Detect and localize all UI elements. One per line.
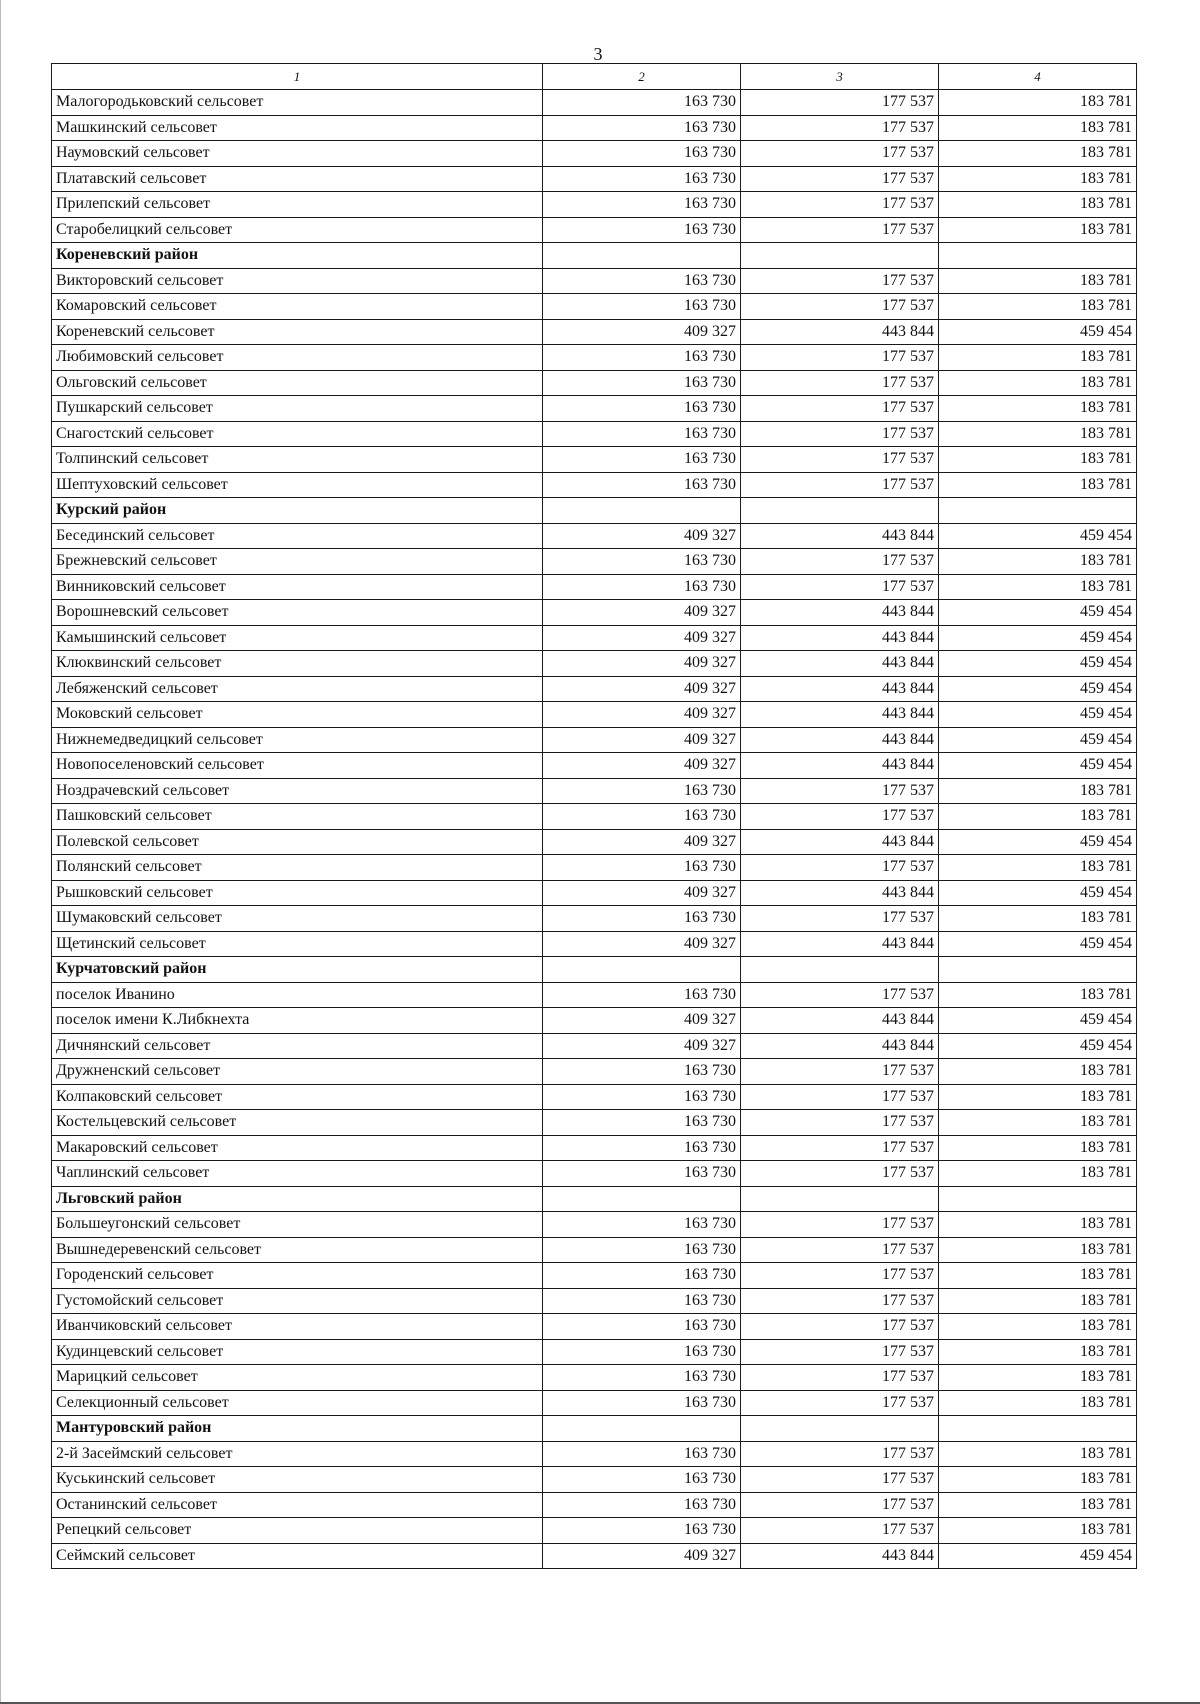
value-col2-cell: 163 730 bbox=[543, 192, 741, 218]
row-name-cell: Бесединский сельсовет bbox=[52, 523, 543, 549]
value-col2-cell: 163 730 bbox=[543, 1390, 741, 1416]
value-col2-cell: 163 730 bbox=[543, 1365, 741, 1391]
district-header-row bbox=[52, 1186, 1137, 1212]
row-name-cell: Машкинский сельсовет bbox=[52, 115, 543, 141]
row-name-cell: Комаровский сельсовет bbox=[52, 294, 543, 320]
row-name-cell: Кореневский район bbox=[52, 243, 543, 269]
table-row bbox=[52, 1518, 1137, 1544]
value-col2-cell: 409 327 bbox=[543, 727, 741, 753]
table-row bbox=[52, 829, 1137, 855]
value-col4-cell: 459 454 bbox=[939, 727, 1137, 753]
row-name-cell: Иванчиковский сельсовет bbox=[52, 1314, 543, 1340]
row-name-cell: Шумаковский сельсовет bbox=[52, 906, 543, 932]
value-col4-cell: 183 781 bbox=[939, 1467, 1137, 1493]
value-col3-cell: 443 844 bbox=[741, 1008, 939, 1034]
table-row bbox=[52, 319, 1137, 345]
value-col4-cell: 459 454 bbox=[939, 1033, 1137, 1059]
value-col2-cell: 163 730 bbox=[543, 1492, 741, 1518]
value-col3-cell: 177 537 bbox=[741, 855, 939, 881]
value-col3-cell: 443 844 bbox=[741, 829, 939, 855]
value-col3-cell: 177 537 bbox=[741, 778, 939, 804]
value-col2-cell: 409 327 bbox=[543, 319, 741, 345]
row-name-cell: поселок Иванино bbox=[52, 982, 543, 1008]
value-col4-cell: 183 781 bbox=[939, 421, 1137, 447]
value-col4-cell bbox=[939, 1416, 1137, 1442]
value-col4-cell: 183 781 bbox=[939, 217, 1137, 243]
row-name-cell: Малогородьковский сельсовет bbox=[52, 90, 543, 116]
table-row bbox=[52, 1492, 1137, 1518]
row-name-cell: Сеймский сельсовет bbox=[52, 1543, 543, 1569]
row-name-cell: Щетинский сельсовет bbox=[52, 931, 543, 957]
value-col2-cell: 163 730 bbox=[543, 1212, 741, 1238]
value-col4-cell: 459 454 bbox=[939, 753, 1137, 779]
value-col2-cell: 163 730 bbox=[543, 217, 741, 243]
row-name-cell: Городенский сельсовет bbox=[52, 1263, 543, 1289]
row-name-cell: Кудинцевский сельсовет bbox=[52, 1339, 543, 1365]
district-header-row bbox=[52, 243, 1137, 269]
table-row bbox=[52, 294, 1137, 320]
value-col3-cell: 177 537 bbox=[741, 1059, 939, 1085]
value-col4-cell: 459 454 bbox=[939, 625, 1137, 651]
value-col3-cell: 443 844 bbox=[741, 931, 939, 957]
table-row bbox=[52, 1135, 1137, 1161]
value-col4-cell: 183 781 bbox=[939, 1365, 1137, 1391]
value-col2-cell: 163 730 bbox=[543, 141, 741, 167]
value-col2-cell: 163 730 bbox=[543, 855, 741, 881]
value-col3-cell: 177 537 bbox=[741, 217, 939, 243]
value-col3-cell: 177 537 bbox=[741, 549, 939, 575]
value-col2-cell: 163 730 bbox=[543, 345, 741, 371]
table-row bbox=[52, 906, 1137, 932]
row-name-cell: Ворошневский сельсовет bbox=[52, 600, 543, 626]
value-col2-cell: 163 730 bbox=[543, 778, 741, 804]
value-col4-cell: 183 781 bbox=[939, 1110, 1137, 1136]
table-row bbox=[52, 676, 1137, 702]
value-col2-cell: 163 730 bbox=[543, 1059, 741, 1085]
value-col2-cell: 163 730 bbox=[543, 1161, 741, 1187]
value-col2-cell: 163 730 bbox=[543, 1314, 741, 1340]
value-col3-cell: 177 537 bbox=[741, 1161, 939, 1187]
value-col4-cell: 183 781 bbox=[939, 115, 1137, 141]
value-col2-cell bbox=[543, 498, 741, 524]
value-col3-cell: 177 537 bbox=[741, 294, 939, 320]
row-name-cell: Кореневский сельсовет bbox=[52, 319, 543, 345]
value-col3-cell: 177 537 bbox=[741, 982, 939, 1008]
row-name-cell: Винниковский сельсовет bbox=[52, 574, 543, 600]
value-col3-cell: 177 537 bbox=[741, 421, 939, 447]
table-row bbox=[52, 702, 1137, 728]
scan-edge bbox=[0, 0, 4, 1704]
value-col4-cell: 183 781 bbox=[939, 1518, 1137, 1544]
value-col2-cell: 163 730 bbox=[543, 1237, 741, 1263]
table-row bbox=[52, 1237, 1137, 1263]
table-row bbox=[52, 1314, 1137, 1340]
table-row bbox=[52, 778, 1137, 804]
value-col2-cell: 163 730 bbox=[543, 115, 741, 141]
value-col2-cell: 163 730 bbox=[543, 982, 741, 1008]
table-row bbox=[52, 1339, 1137, 1365]
value-col3-cell bbox=[741, 498, 939, 524]
row-name-cell: Моковский сельсовет bbox=[52, 702, 543, 728]
row-name-cell: Прилепский сельсовет bbox=[52, 192, 543, 218]
value-col3-cell: 177 537 bbox=[741, 268, 939, 294]
row-name-cell: Вышнедеревенский сельсовет bbox=[52, 1237, 543, 1263]
value-col3-cell: 177 537 bbox=[741, 192, 939, 218]
value-col2-cell: 409 327 bbox=[543, 1008, 741, 1034]
row-name-cell: Шептуховский сельсовет bbox=[52, 472, 543, 498]
value-col2-cell: 163 730 bbox=[543, 1135, 741, 1161]
value-col2-cell: 163 730 bbox=[543, 90, 741, 116]
column-header-2: 2 bbox=[543, 64, 741, 90]
value-col3-cell: 177 537 bbox=[741, 166, 939, 192]
row-name-cell: Камышинский сельсовет bbox=[52, 625, 543, 651]
row-name-cell: Колпаковский сельсовет bbox=[52, 1084, 543, 1110]
value-col4-cell: 183 781 bbox=[939, 472, 1137, 498]
table-row bbox=[52, 1110, 1137, 1136]
value-col2-cell: 163 730 bbox=[543, 906, 741, 932]
value-col3-cell: 177 537 bbox=[741, 1492, 939, 1518]
value-col3-cell: 443 844 bbox=[741, 319, 939, 345]
value-col4-cell: 183 781 bbox=[939, 1314, 1137, 1340]
value-col2-cell: 163 730 bbox=[543, 472, 741, 498]
value-col3-cell: 177 537 bbox=[741, 1135, 939, 1161]
row-name-cell: Лебяженский сельсовет bbox=[52, 676, 543, 702]
value-col4-cell: 183 781 bbox=[939, 1288, 1137, 1314]
value-col2-cell: 163 730 bbox=[543, 1110, 741, 1136]
row-name-cell: Платавский сельсовет bbox=[52, 166, 543, 192]
value-col3-cell: 443 844 bbox=[741, 880, 939, 906]
value-col3-cell: 177 537 bbox=[741, 141, 939, 167]
value-col2-cell bbox=[543, 243, 741, 269]
table-row bbox=[52, 1543, 1137, 1569]
value-col2-cell: 409 327 bbox=[543, 523, 741, 549]
budget-table bbox=[51, 63, 1137, 1569]
value-col3-cell: 177 537 bbox=[741, 1314, 939, 1340]
table-row bbox=[52, 1059, 1137, 1085]
value-col3-cell: 177 537 bbox=[741, 472, 939, 498]
table-row bbox=[52, 370, 1137, 396]
row-name-cell: 2-й Засеймский сельсовет bbox=[52, 1441, 543, 1467]
row-name-cell: Нижнемедведицкий сельсовет bbox=[52, 727, 543, 753]
value-col4-cell: 183 781 bbox=[939, 192, 1137, 218]
value-col3-cell bbox=[741, 1416, 939, 1442]
value-col4-cell: 183 781 bbox=[939, 166, 1137, 192]
value-col3-cell: 177 537 bbox=[741, 90, 939, 116]
row-name-cell: Репецкий сельсовет bbox=[52, 1518, 543, 1544]
value-col2-cell: 409 327 bbox=[543, 753, 741, 779]
table-row bbox=[52, 1441, 1137, 1467]
value-col2-cell: 409 327 bbox=[543, 600, 741, 626]
table-row bbox=[52, 1390, 1137, 1416]
value-col2-cell: 163 730 bbox=[543, 574, 741, 600]
value-col4-cell: 183 781 bbox=[939, 294, 1137, 320]
district-header-row bbox=[52, 1416, 1137, 1442]
value-col4-cell bbox=[939, 498, 1137, 524]
value-col2-cell: 163 730 bbox=[543, 447, 741, 473]
value-col3-cell: 177 537 bbox=[741, 115, 939, 141]
row-name-cell: Марицкий сельсовет bbox=[52, 1365, 543, 1391]
value-col4-cell: 459 454 bbox=[939, 1543, 1137, 1569]
row-name-cell: Брежневский сельсовет bbox=[52, 549, 543, 575]
value-col4-cell: 459 454 bbox=[939, 600, 1137, 626]
table-row bbox=[52, 421, 1137, 447]
value-col4-cell: 183 781 bbox=[939, 1339, 1137, 1365]
value-col3-cell bbox=[741, 1186, 939, 1212]
row-name-cell: Чаплинский сельсовет bbox=[52, 1161, 543, 1187]
value-col2-cell: 409 327 bbox=[543, 625, 741, 651]
value-col4-cell: 459 454 bbox=[939, 829, 1137, 855]
row-name-cell: Новопоселеновский сельсовет bbox=[52, 753, 543, 779]
row-name-cell: Селекционный сельсовет bbox=[52, 1390, 543, 1416]
table-row bbox=[52, 1467, 1137, 1493]
value-col3-cell: 177 537 bbox=[741, 804, 939, 830]
row-name-cell: Снагостский сельсовет bbox=[52, 421, 543, 447]
value-col2-cell: 163 730 bbox=[543, 370, 741, 396]
row-name-cell: Толпинский сельсовет bbox=[52, 447, 543, 473]
value-col4-cell bbox=[939, 243, 1137, 269]
value-col4-cell: 183 781 bbox=[939, 549, 1137, 575]
table-row bbox=[52, 396, 1137, 422]
table-row bbox=[52, 574, 1137, 600]
value-col4-cell: 183 781 bbox=[939, 1237, 1137, 1263]
value-col4-cell: 183 781 bbox=[939, 855, 1137, 881]
value-col3-cell: 177 537 bbox=[741, 396, 939, 422]
value-col2-cell: 409 327 bbox=[543, 1033, 741, 1059]
row-name-cell: Макаровский сельсовет bbox=[52, 1135, 543, 1161]
value-col3-cell: 443 844 bbox=[741, 702, 939, 728]
value-col2-cell bbox=[543, 1186, 741, 1212]
value-col2-cell: 163 730 bbox=[543, 294, 741, 320]
value-col4-cell: 459 454 bbox=[939, 931, 1137, 957]
value-col2-cell: 409 327 bbox=[543, 651, 741, 677]
value-col3-cell: 177 537 bbox=[741, 906, 939, 932]
value-col3-cell: 443 844 bbox=[741, 676, 939, 702]
table-row bbox=[52, 727, 1137, 753]
table-row bbox=[52, 345, 1137, 371]
value-col4-cell: 183 781 bbox=[939, 778, 1137, 804]
row-name-cell: Старобелицкий сельсовет bbox=[52, 217, 543, 243]
column-header-1: 1 bbox=[52, 64, 543, 90]
table-row bbox=[52, 1161, 1137, 1187]
value-col4-cell: 183 781 bbox=[939, 574, 1137, 600]
value-col4-cell: 459 454 bbox=[939, 651, 1137, 677]
value-col3-cell: 177 537 bbox=[741, 1288, 939, 1314]
value-col3-cell: 177 537 bbox=[741, 574, 939, 600]
value-col3-cell: 443 844 bbox=[741, 727, 939, 753]
table-row bbox=[52, 625, 1137, 651]
value-col2-cell: 163 730 bbox=[543, 1518, 741, 1544]
value-col4-cell: 183 781 bbox=[939, 1135, 1137, 1161]
value-col4-cell: 183 781 bbox=[939, 906, 1137, 932]
value-col3-cell: 177 537 bbox=[741, 1518, 939, 1544]
value-col4-cell bbox=[939, 957, 1137, 983]
table-row bbox=[52, 982, 1137, 1008]
value-col3-cell: 177 537 bbox=[741, 1441, 939, 1467]
row-name-cell: Льговский район bbox=[52, 1186, 543, 1212]
value-col3-cell bbox=[741, 957, 939, 983]
value-col2-cell bbox=[543, 1416, 741, 1442]
value-col3-cell: 177 537 bbox=[741, 1110, 939, 1136]
value-col3-cell: 177 537 bbox=[741, 345, 939, 371]
value-col4-cell: 183 781 bbox=[939, 90, 1137, 116]
value-col3-cell: 443 844 bbox=[741, 600, 939, 626]
value-col2-cell: 163 730 bbox=[543, 1084, 741, 1110]
value-col2-cell bbox=[543, 957, 741, 983]
value-col4-cell: 183 781 bbox=[939, 1492, 1137, 1518]
table-row bbox=[52, 472, 1137, 498]
table-row bbox=[52, 880, 1137, 906]
value-col3-cell: 177 537 bbox=[741, 1467, 939, 1493]
row-name-cell: Большеугонский сельсовет bbox=[52, 1212, 543, 1238]
value-col4-cell: 183 781 bbox=[939, 982, 1137, 1008]
row-name-cell: Клюквинский сельсовет bbox=[52, 651, 543, 677]
value-col3-cell: 177 537 bbox=[741, 1365, 939, 1391]
value-col2-cell: 163 730 bbox=[543, 804, 741, 830]
table-row bbox=[52, 1033, 1137, 1059]
row-name-cell: Останинский сельсовет bbox=[52, 1492, 543, 1518]
table-row bbox=[52, 447, 1137, 473]
row-name-cell: Дружненский сельсовет bbox=[52, 1059, 543, 1085]
district-header-row bbox=[52, 498, 1137, 524]
table-row bbox=[52, 90, 1137, 116]
value-col2-cell: 163 730 bbox=[543, 421, 741, 447]
row-name-cell: Дичнянский сельсовет bbox=[52, 1033, 543, 1059]
row-name-cell: Мантуровский район bbox=[52, 1416, 543, 1442]
value-col3-cell: 443 844 bbox=[741, 625, 939, 651]
value-col4-cell: 459 454 bbox=[939, 702, 1137, 728]
table-row bbox=[52, 651, 1137, 677]
value-col2-cell: 163 730 bbox=[543, 1441, 741, 1467]
row-name-cell: Ноздрачевский сельсовет bbox=[52, 778, 543, 804]
table-row bbox=[52, 855, 1137, 881]
column-header-3: 3 bbox=[741, 64, 939, 90]
row-name-cell: Полевской сельсовет bbox=[52, 829, 543, 855]
value-col4-cell: 183 781 bbox=[939, 1059, 1137, 1085]
value-col4-cell: 183 781 bbox=[939, 396, 1137, 422]
value-col2-cell: 409 327 bbox=[543, 676, 741, 702]
value-col2-cell: 163 730 bbox=[543, 1288, 741, 1314]
value-col2-cell: 409 327 bbox=[543, 1543, 741, 1569]
value-col3-cell: 177 537 bbox=[741, 1212, 939, 1238]
value-col4-cell: 183 781 bbox=[939, 447, 1137, 473]
row-name-cell: Любимовский сельсовет bbox=[52, 345, 543, 371]
value-col3-cell: 443 844 bbox=[741, 1033, 939, 1059]
column-number-header-row bbox=[52, 64, 1137, 90]
table-row bbox=[52, 804, 1137, 830]
value-col4-cell: 183 781 bbox=[939, 1161, 1137, 1187]
row-name-cell: Куськинский сельсовет bbox=[52, 1467, 543, 1493]
value-col2-cell: 163 730 bbox=[543, 1263, 741, 1289]
value-col2-cell: 163 730 bbox=[543, 268, 741, 294]
table-row bbox=[52, 931, 1137, 957]
value-col3-cell: 177 537 bbox=[741, 1339, 939, 1365]
table-row bbox=[52, 1263, 1137, 1289]
table-body bbox=[52, 90, 1137, 1569]
table-row bbox=[52, 141, 1137, 167]
district-header-row bbox=[52, 957, 1137, 983]
row-name-cell: Ольговский сельсовет bbox=[52, 370, 543, 396]
table-row bbox=[52, 753, 1137, 779]
value-col4-cell: 183 781 bbox=[939, 345, 1137, 371]
table-row bbox=[52, 166, 1137, 192]
value-col4-cell: 183 781 bbox=[939, 1263, 1137, 1289]
value-col2-cell: 409 327 bbox=[543, 829, 741, 855]
value-col3-cell: 443 844 bbox=[741, 523, 939, 549]
value-col4-cell: 183 781 bbox=[939, 141, 1137, 167]
value-col3-cell: 177 537 bbox=[741, 1263, 939, 1289]
value-col4-cell: 183 781 bbox=[939, 1441, 1137, 1467]
value-col4-cell: 183 781 bbox=[939, 1084, 1137, 1110]
value-col4-cell: 183 781 bbox=[939, 1212, 1137, 1238]
value-col2-cell: 163 730 bbox=[543, 1467, 741, 1493]
value-col3-cell: 177 537 bbox=[741, 447, 939, 473]
row-name-cell: Полянский сельсовет bbox=[52, 855, 543, 881]
value-col4-cell: 183 781 bbox=[939, 268, 1137, 294]
table-row bbox=[52, 1212, 1137, 1238]
table-row bbox=[52, 115, 1137, 141]
value-col4-cell: 183 781 bbox=[939, 804, 1137, 830]
value-col3-cell: 177 537 bbox=[741, 1237, 939, 1263]
value-col3-cell: 177 537 bbox=[741, 1390, 939, 1416]
table-row bbox=[52, 268, 1137, 294]
page-number: 3 bbox=[593, 44, 603, 64]
value-col2-cell: 409 327 bbox=[543, 702, 741, 728]
value-col3-cell: 443 844 bbox=[741, 651, 939, 677]
table-row bbox=[52, 549, 1137, 575]
value-col3-cell: 443 844 bbox=[741, 1543, 939, 1569]
row-name-cell: Костельцевский сельсовет bbox=[52, 1110, 543, 1136]
value-col4-cell: 183 781 bbox=[939, 1390, 1137, 1416]
value-col2-cell: 163 730 bbox=[543, 166, 741, 192]
value-col4-cell bbox=[939, 1186, 1137, 1212]
value-col4-cell: 459 454 bbox=[939, 880, 1137, 906]
row-name-cell: Пашковский сельсовет bbox=[52, 804, 543, 830]
table-row bbox=[52, 1365, 1137, 1391]
row-name-cell: поселок имени К.Либкнехта bbox=[52, 1008, 543, 1034]
value-col2-cell: 409 327 bbox=[543, 931, 741, 957]
table-row bbox=[52, 217, 1137, 243]
value-col4-cell: 459 454 bbox=[939, 523, 1137, 549]
row-name-cell: Густомойский сельсовет bbox=[52, 1288, 543, 1314]
value-col2-cell: 163 730 bbox=[543, 396, 741, 422]
table-row bbox=[52, 192, 1137, 218]
value-col4-cell: 459 454 bbox=[939, 319, 1137, 345]
row-name-cell: Рышковский сельсовет bbox=[52, 880, 543, 906]
table-row bbox=[52, 600, 1137, 626]
value-col4-cell: 459 454 bbox=[939, 676, 1137, 702]
value-col2-cell: 163 730 bbox=[543, 549, 741, 575]
column-header-4: 4 bbox=[939, 64, 1137, 90]
value-col4-cell: 459 454 bbox=[939, 1008, 1137, 1034]
table-row bbox=[52, 1008, 1137, 1034]
value-col3-cell: 443 844 bbox=[741, 753, 939, 779]
value-col3-cell: 177 537 bbox=[741, 1084, 939, 1110]
value-col3-cell bbox=[741, 243, 939, 269]
value-col2-cell: 163 730 bbox=[543, 1339, 741, 1365]
row-name-cell: Пушкарский сельсовет bbox=[52, 396, 543, 422]
row-name-cell: Курчатовский район bbox=[52, 957, 543, 983]
table-row bbox=[52, 1084, 1137, 1110]
value-col2-cell: 409 327 bbox=[543, 880, 741, 906]
row-name-cell: Наумовский сельсовет bbox=[52, 141, 543, 167]
value-col3-cell: 177 537 bbox=[741, 370, 939, 396]
value-col4-cell: 183 781 bbox=[939, 370, 1137, 396]
row-name-cell: Курский район bbox=[52, 498, 543, 524]
table-row bbox=[52, 1288, 1137, 1314]
row-name-cell: Викторовский сельсовет bbox=[52, 268, 543, 294]
table-row bbox=[52, 523, 1137, 549]
